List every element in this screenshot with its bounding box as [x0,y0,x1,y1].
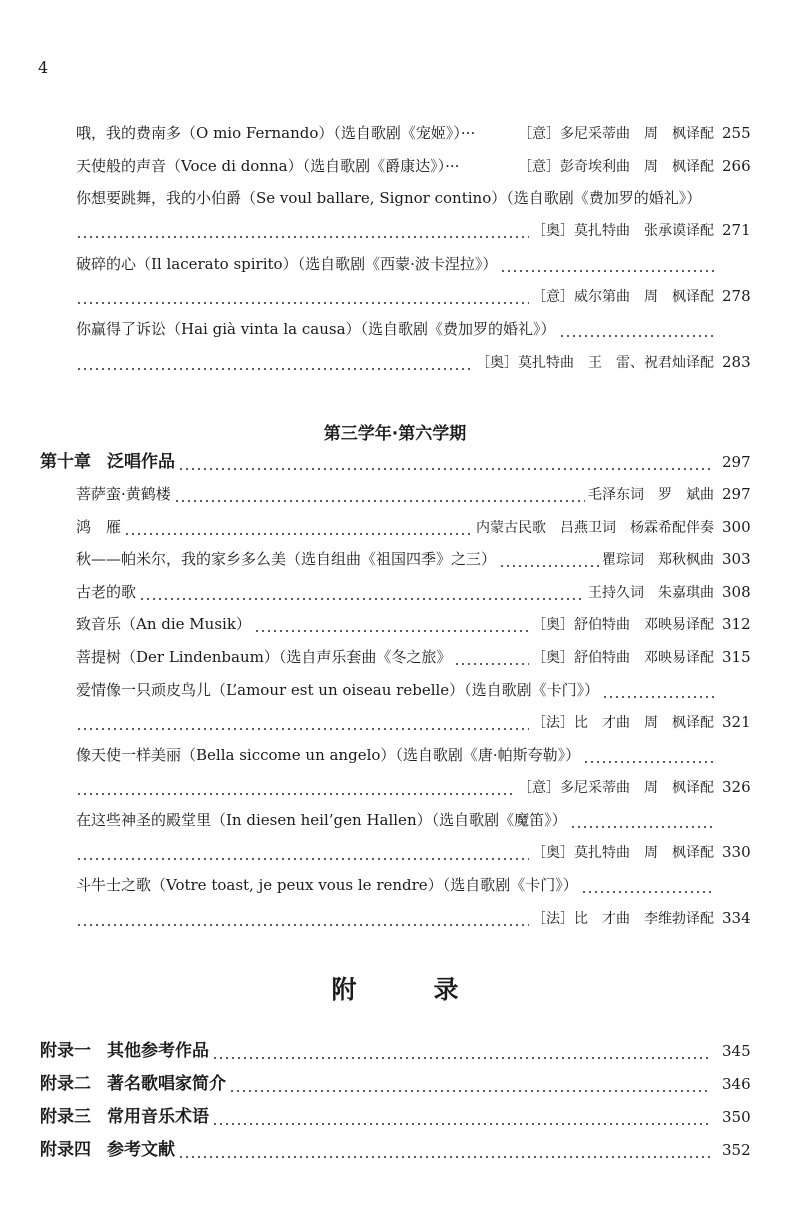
entry-title: 菩提树（Der Lindenbaum）（选自声乐套曲《冬之旅》 [76,648,452,666]
dot-leader [499,548,599,570]
entry-page: 300 [722,518,751,536]
entry-title: 像天使一样美丽（Bella siccome un angelo）（选自歌剧《唐·帕斯夸勒》） [76,746,581,764]
appendix-title: 常用音乐术语 [107,1107,209,1127]
entry-page: 326 [722,778,751,796]
dot-leader [76,711,529,733]
dot-leader [124,516,473,538]
entry-credit: ［意］多尼采蒂曲 周 枫译配 [518,126,714,142]
dot-leader [178,451,711,473]
entry-credit: 瞿琮词 郑秋枫曲 [602,552,714,568]
dot-leader [500,253,714,275]
entry-page: 303 [722,550,751,568]
dot-leader [139,581,585,603]
entry-title: 你想要跳舞，我的小伯爵（Se voul ballare, Signor contino）（选自歌剧《费加罗的婚礼》） [76,189,702,207]
dot-leader [212,1040,711,1062]
dot-leader [76,285,529,307]
dot-leader [76,219,529,241]
appendix-page: 350 [722,1108,751,1126]
dot-leader [602,679,714,701]
entry-page: 330 [722,843,751,861]
appendix-title: 著名歌唱家简介 [107,1074,226,1094]
dot-leader [76,841,529,863]
entry-title: 斗牛士之歌（Votre toast, je peux vous le rendre）（选自歌剧《卡门》） [76,876,578,894]
dot-leader [229,1073,711,1095]
appendix-title: 其他参考作品 [107,1041,209,1061]
entry-page: 321 [722,713,751,731]
toc-entry-line2 [76,219,750,241]
entry-credit: 王持久词 朱嘉琪曲 [588,585,714,601]
entry-credit: ［法］比 才曲 周 枫译配 [532,715,714,731]
entry-credit: ［奥］莫扎特曲 周 枫译配 [532,845,714,861]
entry-title: 天使般的声音（Voce di donna）（选自歌剧《爵康达》）··· [76,157,460,175]
entry-page: 278 [722,287,751,305]
toc-entry-line1 [76,318,750,340]
toc-entry-line2 [76,841,750,863]
entry-credit: ［意］威尔第曲 周 枫译配 [532,289,714,305]
entry-title: 秋——帕米尔，我的家乡多么美（选自组曲《祖国四季》之三） [76,550,497,568]
toc-entry [76,122,750,144]
entry-page: 308 [722,583,751,601]
dot-leader [76,776,515,798]
toc-entry-line2 [76,776,750,798]
entry-page: 255 [722,124,751,142]
toc-entry-line1 [76,253,750,275]
appendix-entry [40,1106,750,1128]
toc-entry-line1 [76,874,750,896]
entry-credit: ［奥］莫扎特曲 王 雷、祝君灿译配 [476,355,714,371]
entry-credit: ［奥］舒伯特曲 邓映易译配 [532,650,714,666]
toc-entry-line2 [76,907,750,929]
entry-credit: ［意］彭奇埃利曲 周 枫译配 [518,159,714,175]
entry-page: 283 [722,353,751,371]
entry-credit: ［意］多尼采蒂曲 周 枫译配 [518,780,714,796]
toc-entry-line2 [76,285,750,307]
entry-page: 266 [722,157,751,175]
appendix-page: 346 [722,1075,751,1093]
dot-leader [212,1106,711,1128]
entry-credit: 毛泽东词 罗 斌曲 [588,487,714,503]
appendix-page: 352 [722,1141,751,1159]
toc-entry-line1 [76,679,750,701]
toc-entry-line1 [76,809,750,831]
entry-title: 致音乐（An die Musik） [76,615,251,633]
dot-leader [254,613,529,635]
appendix-label: 附录三 [40,1107,91,1127]
section-heading: 第三学年·第六学期 [323,424,467,444]
toc-entry [76,646,750,668]
appendix-page: 345 [722,1042,751,1060]
dot-leader [581,874,714,896]
toc-entry-line1 [76,187,750,209]
toc-entry [76,613,750,635]
appendix-entry [40,1139,750,1161]
dot-leader [454,646,529,668]
dot-leader [76,351,473,373]
entry-page: 297 [722,485,751,503]
chapter-heading [40,451,750,473]
chapter-page: 297 [722,453,751,471]
chapter-label: 第十章 [40,452,91,472]
toc-entry [76,516,750,538]
appendix-entry [40,1040,750,1062]
dot-leader [559,318,714,340]
appendix-label: 附录四 [40,1140,91,1160]
dot-leader [178,1139,711,1161]
entry-title: 在这些神圣的殿堂里（In diesen heil’gen Hallen）（选自歌剧《魔笛》） [76,811,567,829]
toc-entry-line1 [76,744,750,766]
entry-title: 古老的歌 [76,583,137,601]
entry-page: 334 [722,909,751,927]
toc-entry-line2 [76,711,750,733]
page-number: 4 [38,58,49,77]
dot-leader [570,809,714,831]
toc-entry [76,483,750,505]
entry-credit: ［奥］舒伯特曲 邓映易译配 [532,617,714,633]
appendix-label: 附录二 [40,1074,91,1094]
entry-title: 爱情像一只顽皮鸟儿（L’amour est un oiseau rebelle）（选自歌剧《卡门》） [76,681,600,699]
entry-title: 菩萨蛮·黄鹤楼 [76,485,171,503]
entry-credit: ［奥］莫扎特曲 张承谟译配 [532,223,714,239]
toc-entry [76,581,750,603]
entry-credit: ［法］比 才曲 李维勃译配 [532,911,714,927]
entry-title: 鸿 雁 [76,518,122,536]
entry-page: 271 [722,221,751,239]
entry-page: 312 [722,615,751,633]
toc-entry-line2 [76,351,750,373]
dot-leader [583,744,714,766]
appendix-label: 附录一 [40,1041,91,1061]
dot-leader [76,907,529,929]
entry-title: 哦，我的费南多（O mio Fernando）（选自歌剧《宠姬》）··· [76,124,476,142]
entry-page: 315 [722,648,751,666]
appendix-title: 参考文献 [107,1140,175,1160]
toc-entry [76,155,750,177]
dot-leader [174,483,585,505]
entry-title: 破碎的心（Il lacerato spirito）（选自歌剧《西蒙·波卡涅拉》） [76,255,498,273]
chapter-title: 泛唱作品 [107,452,175,472]
toc-entry [76,548,750,570]
appendix-heading: 附 录 [331,975,485,1004]
entry-title: 你赢得了诉讼（Hai già vinta la causa）（选自歌剧《费加罗的婚礼》） [76,320,556,338]
appendix-entry [40,1073,750,1095]
entry-credit: 内蒙古民歌 吕燕卫词 杨霖希配伴奏 [476,520,714,536]
